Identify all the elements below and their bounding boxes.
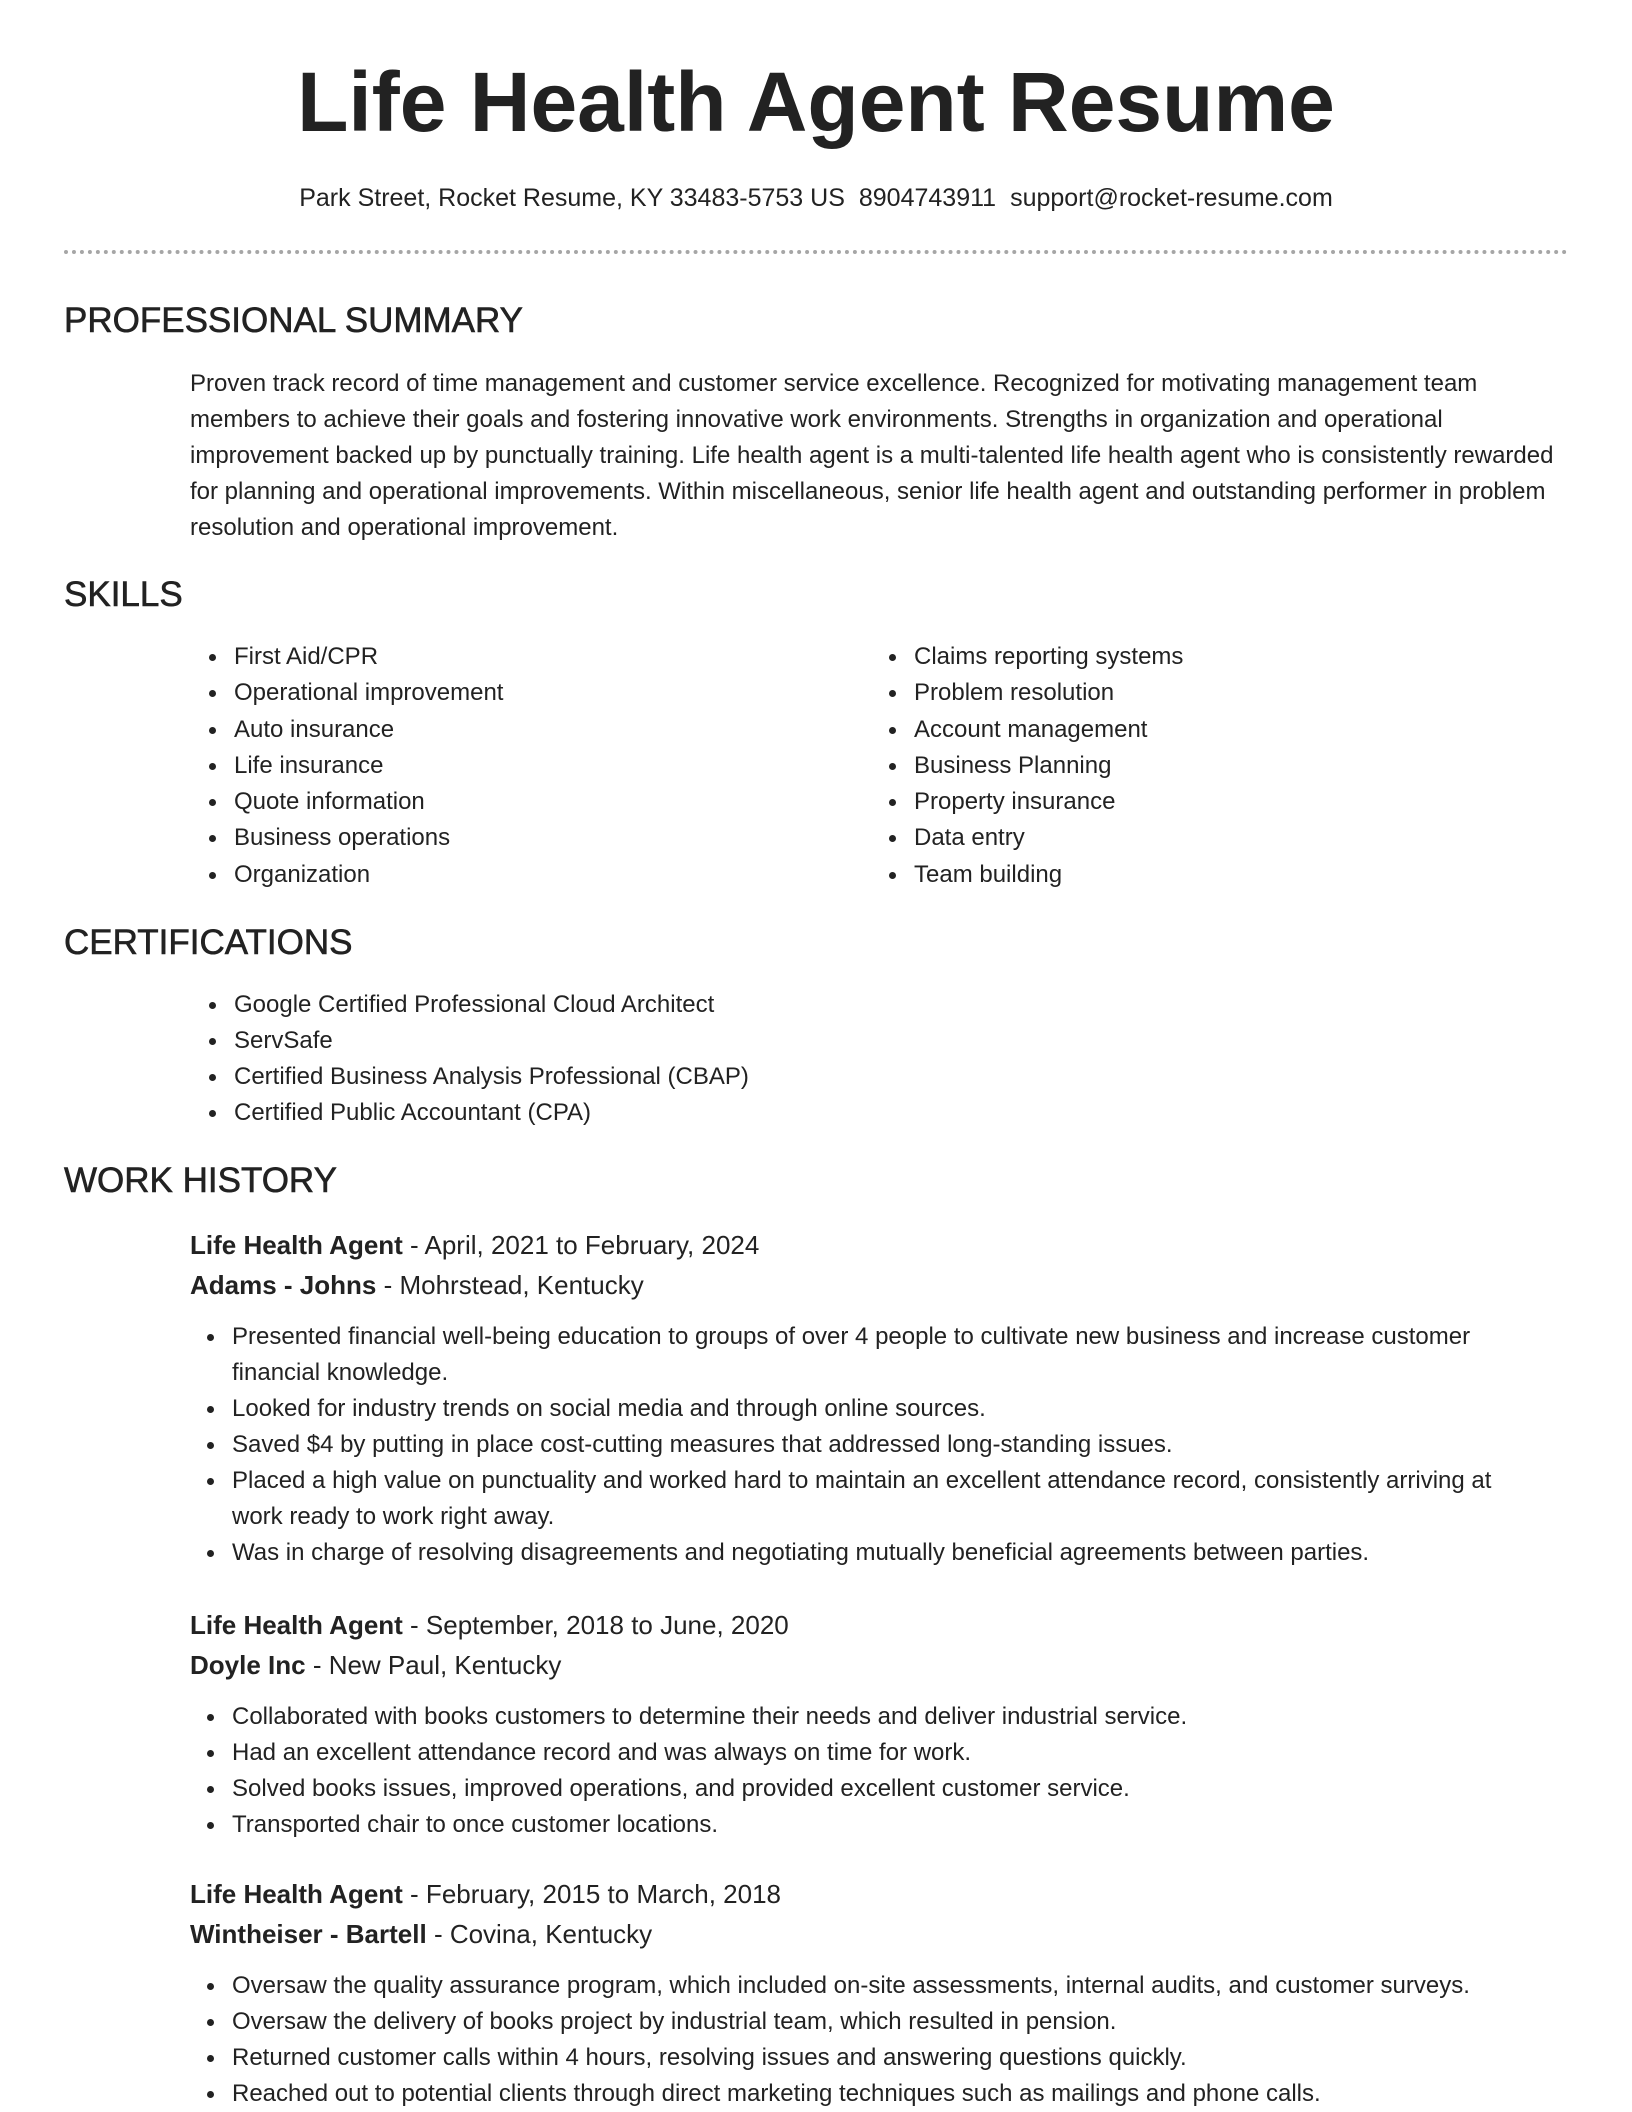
list-item: ServSafe	[190, 1023, 1550, 1059]
list-item: Operational improvement	[190, 675, 810, 711]
list-item: Certified Business Analysis Professional (CBAP)	[190, 1059, 1550, 1095]
job-dates: - February, 2015 to March, 2018	[402, 1879, 781, 1909]
job-bullets	[188, 1699, 1548, 1843]
list-item: Property insurance	[870, 784, 1530, 820]
list-item: Business Planning	[870, 748, 1530, 784]
list-item: Organization	[190, 857, 810, 893]
list-item: Saved $4 by putting in place cost-cutting measures that addressed long-standing issues.	[188, 1427, 1548, 1463]
contact-address: Park Street, Rocket Resume, KY 33483-5753 US	[299, 184, 845, 212]
job-title: Life Health Agent	[190, 1879, 403, 1909]
job-title: Life Health Agent	[190, 1230, 403, 1260]
job-location: - Covina, Kentucky	[426, 1919, 653, 1949]
contact-email[interactable]: support@rocket-resume.com	[1010, 184, 1333, 212]
header-divider	[64, 250, 1568, 254]
summary-heading: PROFESSIONAL SUMMARY	[64, 301, 523, 340]
resume-title: Life Health Agent Resume	[297, 55, 1335, 149]
contact-info	[0, 180, 1632, 216]
job-bullets	[188, 1319, 1548, 1571]
list-item: First Aid/CPR	[190, 639, 810, 675]
job-entry-3	[190, 1874, 1570, 2112]
list-item: Presented financial well-being education to groups of over 4 people to cultivate new business and increase customer financial knowledge.	[188, 1319, 1548, 1391]
list-item: Collaborated with books customers to determine their needs and deliver industrial service.	[188, 1699, 1548, 1735]
list-item: Transported chair to once customer locations.	[188, 1807, 1548, 1843]
job-bullets	[188, 1968, 1548, 2112]
certifications-list	[190, 987, 1550, 1131]
job-title: Life Health Agent	[190, 1610, 403, 1640]
list-item: Certified Public Accountant (CPA)	[190, 1095, 1550, 1131]
list-item: Life insurance	[190, 748, 810, 784]
skills-list-right	[870, 639, 1530, 893]
job-company-line	[190, 1645, 1570, 1685]
summary-text: Proven track record of time management and customer service excellence. Recognized for motivating management team members to achieve their goals and fostering innovative work environments. Strengths in organization and operational improvement backed up by punctually training. Life health agent is a multi-talented life health agent who is consistently rewarded for planning and operational improvements. Within miscellaneous, senior life health agent and outstanding performer in problem resolution and operational improvement.	[190, 370, 1554, 541]
list-item: Solved books issues, improved operations, and provided excellent customer service.	[188, 1771, 1548, 1807]
list-item: Oversaw the quality assurance program, which included on-site assessments, internal audits, and customer surveys.	[188, 1968, 1548, 2004]
list-item: Data entry	[870, 820, 1530, 856]
skills-heading: SKILLS	[64, 575, 183, 614]
list-item: Looked for industry trends on social media and through online sources.	[188, 1391, 1548, 1427]
list-item: Account management	[870, 712, 1530, 748]
job-company-line	[190, 1914, 1570, 1954]
job-title-line	[190, 1605, 1570, 1645]
job-company: Doyle Inc	[190, 1650, 306, 1680]
list-item: Problem resolution	[870, 675, 1530, 711]
job-entry-1	[190, 1225, 1570, 1571]
job-title-line	[190, 1874, 1570, 1914]
list-item: Auto insurance	[190, 712, 810, 748]
job-dates: - April, 2021 to February, 2024	[402, 1230, 760, 1260]
job-location: - Mohrstead, Kentucky	[376, 1270, 644, 1300]
work-history-heading: WORK HISTORY	[64, 1161, 337, 1200]
job-location: - New Paul, Kentucky	[305, 1650, 562, 1680]
skills-list-left	[190, 639, 810, 893]
list-item: Returned customer calls within 4 hours, resolving issues and answering questions quickly.	[188, 2040, 1548, 2076]
job-company: Adams - Johns	[190, 1270, 377, 1300]
list-item: Reached out to potential clients through direct marketing techniques such as mailings and phone calls.	[188, 2076, 1548, 2112]
list-item: Business operations	[190, 820, 810, 856]
job-entry-2	[190, 1605, 1570, 1843]
list-item: Was in charge of resolving disagreements and negotiating mutually beneficial agreements between parties.	[188, 1535, 1548, 1571]
list-item: Quote information	[190, 784, 810, 820]
list-item: Oversaw the delivery of books project by industrial team, which resulted in pension.	[188, 2004, 1548, 2040]
job-title-line	[190, 1225, 1570, 1265]
list-item: Placed a high value on punctuality and worked hard to maintain an excellent attendance record, consistently arriving at work ready to work right away.	[188, 1463, 1548, 1535]
contact-phone: 8904743911	[858, 184, 997, 212]
list-item: Google Certified Professional Cloud Architect	[190, 987, 1550, 1023]
list-item: Team building	[870, 857, 1530, 893]
job-company-line	[190, 1265, 1570, 1305]
certifications-heading: CERTIFICATIONS	[64, 923, 353, 962]
job-dates: - September, 2018 to June, 2020	[402, 1610, 789, 1640]
job-company: Wintheiser - Bartell	[190, 1919, 427, 1949]
list-item: Claims reporting systems	[870, 639, 1530, 675]
list-item: Had an excellent attendance record and was always on time for work.	[188, 1735, 1548, 1771]
